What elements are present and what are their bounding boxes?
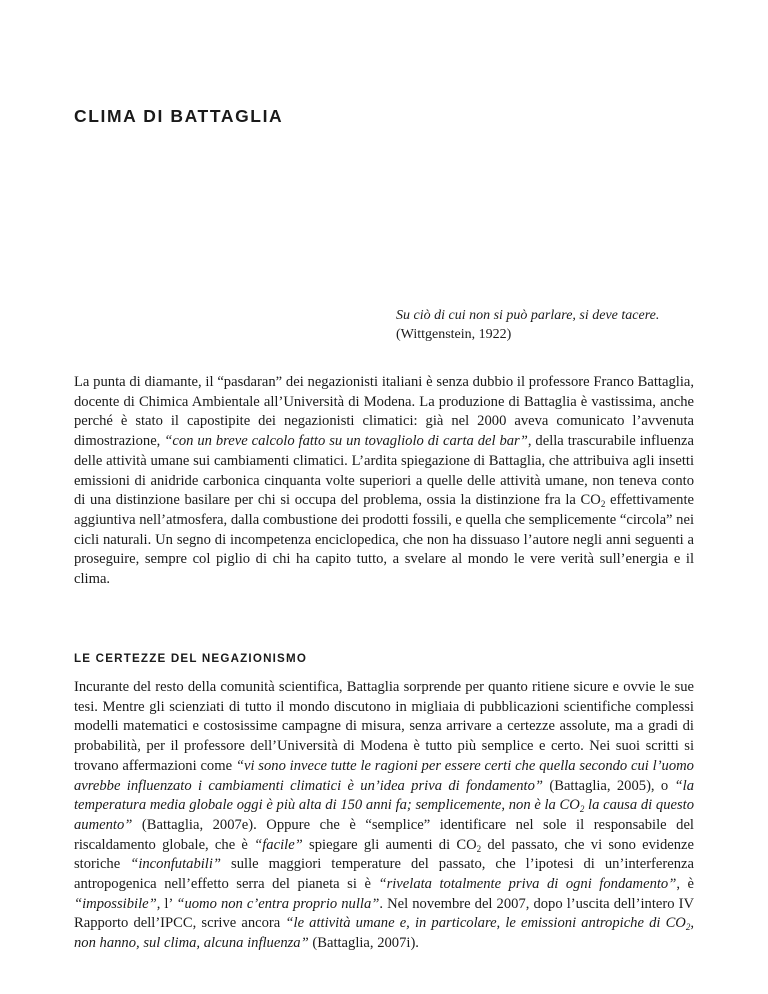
- text-run: (Battaglia, 2005), o: [543, 777, 675, 794]
- paragraph-intro: [74, 373, 694, 590]
- text-run: La punta di diamante, il “pasdaran” dei negazionisti italiani è senza dubbio il professore Franco Battaglia, docente di Chimica Ambientale all’Università di Modena. La produzione di Battaglia è vastissima, anche perché è stato il capostipite dei negazionisti climatici: già nel 2000 aveva comunicato l’avvenuta dimostrazione,: [74, 374, 694, 450]
- text-run: . Nel novembre del 2007, dopo l’uscita dell’intero IV Rapporto dell’IPCC, scrive ancora: [74, 895, 694, 932]
- quotation: “con un breve calcolo fatto su un tovagliolo di carta del bar”: [164, 433, 528, 450]
- text-run: (Battaglia, 2007e). Oppure che è “semplice” identificare nel sole il responsabile del riscaldamento globale, che è: [74, 816, 694, 853]
- paragraph-certainties: [74, 678, 694, 954]
- text-run: (Battaglia, 2007i).: [308, 935, 419, 952]
- subscript: 2: [685, 922, 691, 933]
- quotation: “impossibile”: [74, 895, 157, 912]
- quotation-part: , non hanno, sul clima, alcuna influenza”: [74, 915, 694, 952]
- quotation: “uomo non c’entra proprio nulla”: [176, 895, 380, 912]
- text-run: effettivamente aggiuntiva nell’atmosfera, dalla combustione dei prodotti fossili, e quella che semplicemente “circola” nei cicli naturali. Un segno di incompetenza enciclopedica, che non ha dissuaso l’autore negli anni seguenti a proseguire, sempre col piglio di chi ha capito tutto, a svelare al mondo le vere verità sull’energia e il clima.: [74, 492, 695, 588]
- quotation: “vi sono invece tutte le ragioni per essere certi che quella secondo cui l’uomo avrebbe influenzato i cambiamenti climatici è un’idea priva di fondamento”: [74, 757, 694, 794]
- text-run: del passato, che vi sono evidenze storiche: [74, 836, 695, 873]
- quotation: “facile”: [254, 836, 303, 853]
- text-run: sulle maggiori temperature del passato, che l’ipotesi di un’interferenza antropogenica nell’effetto serra del pianeta si è: [74, 856, 694, 893]
- quotation: “rivelata totalmente priva di ogni fondamento”: [378, 876, 677, 893]
- epigraph-source: (Wittgenstein, 1922): [396, 327, 512, 342]
- chapter-title: CLIMA DI BATTAGLIA: [74, 106, 284, 126]
- quotation-part: la causa di questo aumento”: [74, 797, 695, 833]
- quotation: “inconfutabili”: [130, 856, 222, 873]
- subscript: 2: [600, 499, 606, 510]
- text-run: , l’: [156, 895, 177, 912]
- quotation-part: “le attività umane e, in particolare, le emissioni antropiche di CO: [285, 915, 686, 932]
- subscript: 2: [476, 843, 482, 854]
- text-run: Incurante del resto della comunità scientifica, Battaglia sorprende per quanto ritiene sicure e ovvie le sue tesi. Mentre gli scienziati di tutto il mondo discutono in migliaia di pubblicazioni scientifiche complessi modelli matematici e costosissime campagne di misura, senza arrivare a certezze assolute, ma a gradi di probabilità, per il professore dell’Università di Modena è tutto più semplice e certo. Nei suoi scritti si trovano affermazioni come: [74, 679, 694, 774]
- epigraph-quote: Su ciò di cui non si può parlare, si deve tacere.: [396, 308, 660, 323]
- section-heading: LE CERTEZZE DEL NEGAZIONISMO: [74, 652, 308, 665]
- text-run: , è: [676, 876, 694, 893]
- epigraph: [396, 306, 659, 344]
- subscript: 2: [579, 804, 585, 815]
- text-run: , della trascurabile influenza delle attività umane sui cambiamenti climatici. L’ardita spiegazione di Battaglia, che attribuiva agli insetti emissioni di anidride carbonica cinquanta volte superiori a quelle delle attività umane, non teneva conto di una distinzione basilare per chi si occupa del problema, ossia la distinzione fra la CO: [74, 433, 694, 509]
- quotation-part: “la temperatura media globale oggi è più alta di 150 anni fa; semplicemente, non è la CO: [74, 777, 694, 814]
- text-run: spiegare gli aumenti di CO: [302, 836, 477, 853]
